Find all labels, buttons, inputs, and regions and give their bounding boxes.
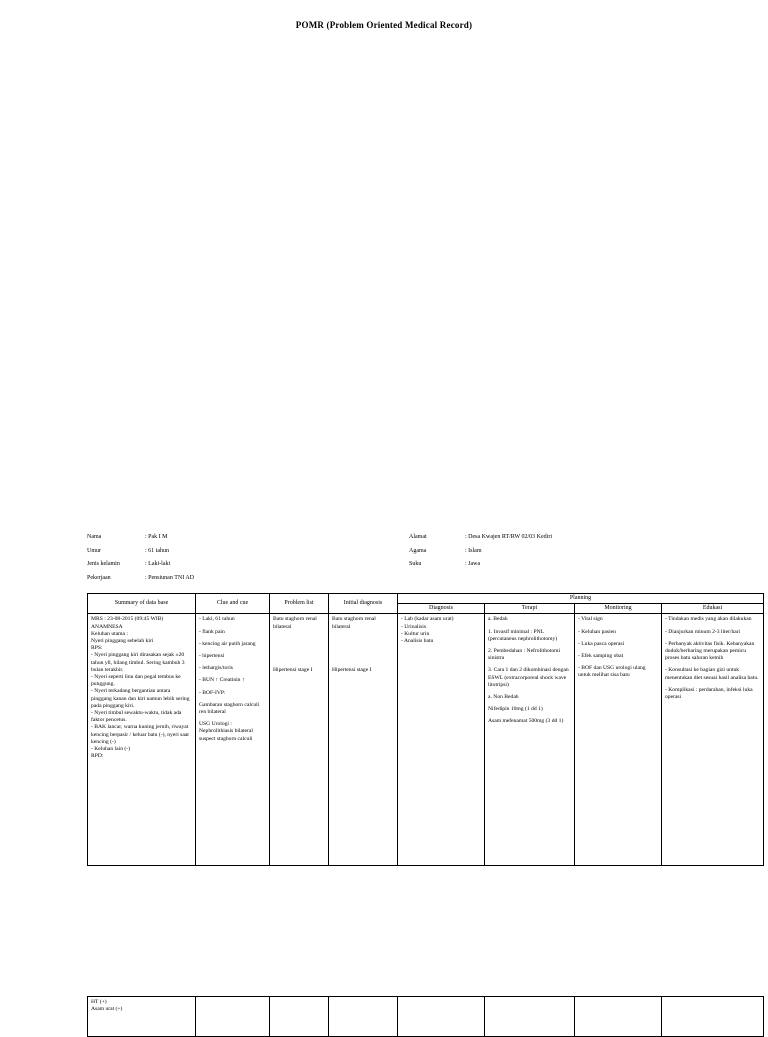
patient-field-value: : 61 tahun (145, 547, 169, 554)
header-monitoring: Monitoring (575, 604, 662, 614)
header-summary: Summary of data base (88, 594, 196, 614)
initial-diagnosis-cell (329, 614, 398, 866)
summary-line: - Keluhan lain (-) (91, 746, 130, 753)
diagnosis-item: - Kultur urin (401, 630, 430, 637)
patient-field-value: : Islam (465, 547, 482, 554)
patient-field-row (409, 545, 552, 559)
patient-field-value: : Jawa (465, 561, 481, 567)
monitoring-item: - Luka pasca operasi (578, 640, 625, 647)
summary-line: - BAK lancar, warna kuning jernih, riwayat kencing berpasir / keluar batu (-), nyeri saat kencing (-) (91, 724, 189, 745)
clue-line: - BOF-IVP: (199, 689, 226, 696)
header-problem-list: Problem list (270, 594, 329, 614)
empty-cell (575, 997, 662, 1037)
initial-diagnosis-item: Hipertensi stage I (332, 666, 372, 673)
summary-line: ANAMNESA (91, 623, 123, 630)
header-clue: Clue and cue (196, 594, 270, 614)
patient-field-label: Umur (87, 547, 101, 554)
clue-line: USG Urologi : Nephrolithiasis bilateral suspect staghorn calculi (199, 721, 253, 742)
empty-cell (329, 997, 398, 1037)
patient-field-row (87, 531, 194, 545)
summary-line: - Nyeri seperti linu dan pegal tembus ke punggung. (91, 674, 181, 688)
patient-field-value: : Pak I M (145, 534, 168, 540)
monitoring-item: - Vital sign (578, 616, 603, 623)
patient-field-label: Pekerjaan (87, 574, 111, 581)
empty-cell (270, 997, 329, 1037)
problem-item: Hipertensi stage I (273, 666, 313, 673)
continuation-line: Asam urat (+) (91, 1006, 123, 1013)
continuation-line: HT (+) (91, 999, 107, 1005)
diagnosis-item: - Analisis batu (401, 638, 434, 645)
summary-line: Keluhan utama : (91, 630, 128, 637)
edukasi-item: - Tindakan medis yang akan dilakukan (665, 616, 752, 623)
header-planning: Planning (398, 594, 764, 604)
edukasi-item: - Konsultasi ke bagian gizi untuk menentukan diet sesuai hasil analisa batu. (665, 667, 759, 681)
clue-line: Gambaran staghorn calculi ren bilateral (199, 701, 260, 716)
monitoring-item: - Keluhan pasien (578, 628, 616, 635)
header-edukasi: Edukasi (662, 604, 764, 614)
terapi-item: 2. Pembedahan : Nefrolithotomi sinistra (488, 648, 561, 662)
terapi-item: 3. Cara 1 dan 2 dikombinasi dengan ESWL (extracorporeal shock wave litotripsi) (488, 667, 569, 688)
summary-cell (88, 614, 196, 866)
pomr-table-continuation (87, 996, 764, 1037)
header-diagnosis: Diagnosis (398, 604, 485, 614)
monitoring-item: - BOF dan USG urologi ulang untuk melihat sisa batu (578, 665, 646, 679)
patient-field-value: : Pensiunan TNI AD (145, 574, 195, 581)
patient-info-left (87, 531, 194, 585)
pomr-table (87, 593, 764, 866)
terapi-item: a. Bedah (488, 616, 508, 623)
continuation-summary-cell (88, 997, 196, 1037)
edukasi-item: - Perbanyak aktivitas fisik. Kebanyakan duduk/berbaring merupakan pemicu proses batu saluran kemih (665, 640, 755, 662)
header-initial-diagnosis: Initial diagnosis (329, 594, 398, 614)
patient-field-row (409, 558, 552, 572)
clue-line: - Laki, 61 tahun (199, 616, 235, 623)
patient-field-row (87, 558, 194, 572)
summary-line: Nyeri pinggang sebelah kiri (91, 638, 154, 645)
monitoring-item: - Efek samping obat (578, 653, 624, 660)
patient-field-label: Nama (87, 534, 102, 540)
diagnosis-item: - Lab (kadar asam urat) (401, 616, 454, 623)
patient-field-value: : Laki-laki (145, 561, 171, 567)
initial-diagnosis-item: Batu staghorn renal bilateral (332, 616, 376, 630)
patient-field-label: Jenis kelamin (87, 561, 120, 567)
patient-field-value: : Desa Kwajen RT/RW 02/03 Kediri (465, 534, 553, 540)
patient-field-label: Alamat (409, 534, 427, 540)
clue-line: - lethargis/toris (199, 665, 233, 672)
document-title: POMR (Problem Oriented Medical Record) (295, 20, 473, 30)
empty-cell (485, 997, 575, 1037)
edukasi-cell (662, 614, 764, 866)
edukasi-item: - Dianjurkan minum 2-3 liter/hari (665, 628, 741, 635)
summary-line: MRS : 23-08-2015 (09:45 WIB) (91, 616, 164, 623)
clue-line: - kencing air putih jarang (199, 640, 256, 647)
terapi-item: Nifedipin 10mg (1 dd 1) (488, 706, 543, 713)
clue-cell (196, 614, 270, 866)
clue-line: - BUN ↑ Creatinin ↑ (199, 677, 245, 684)
empty-cell (398, 997, 485, 1037)
summary-line: - Nyeri terkadang bergantian antara pinggang kanan dan kiri namun lebih sering pada pinggang kiri. (91, 688, 190, 709)
diagnosis-item: - Urinalisis (401, 623, 427, 630)
patient-info-right (409, 531, 552, 572)
clue-line: - flank pain (199, 628, 225, 635)
terapi-item: 1. Invasif minimal : PNL (percutaneus nephrolithotomy) (488, 628, 558, 642)
terapi-item: Asam mefenamat 500mg (3 dd 1) (488, 718, 564, 725)
summary-line: - Nyeri pinggang kiri dirasakan sejak ±20 tahun yll, hilang timbul. Sering kambuh 3 bulan terakhir. (91, 652, 185, 673)
patient-field-label: Suku (409, 561, 422, 567)
terapi-item: a. Non Bedah (488, 694, 519, 701)
empty-cell (196, 997, 270, 1037)
summary-line: - Nyeri timbul sewaktu-waktu, tidak ada faktor pencetus. (91, 710, 182, 724)
patient-field-row (409, 531, 552, 545)
patient-field-row (87, 572, 194, 586)
clue-line: - hipertensi (199, 653, 225, 660)
problem-item: Batu staghorn renal bilateral (273, 616, 317, 630)
header-terapi: Terapi (485, 604, 575, 614)
problem-cell (270, 614, 329, 866)
summary-line: RPS: (91, 645, 103, 652)
patient-field-row (87, 545, 194, 559)
patient-field-label: Agama (409, 547, 427, 554)
empty-cell (662, 997, 764, 1037)
summary-line: RPD: (91, 753, 104, 760)
monitoring-cell (575, 614, 662, 866)
diagnosis-cell (398, 614, 485, 866)
edukasi-item: - Komplikasi : perdarahan, infeksi luka operasi (665, 686, 753, 701)
terapi-cell (485, 614, 575, 866)
